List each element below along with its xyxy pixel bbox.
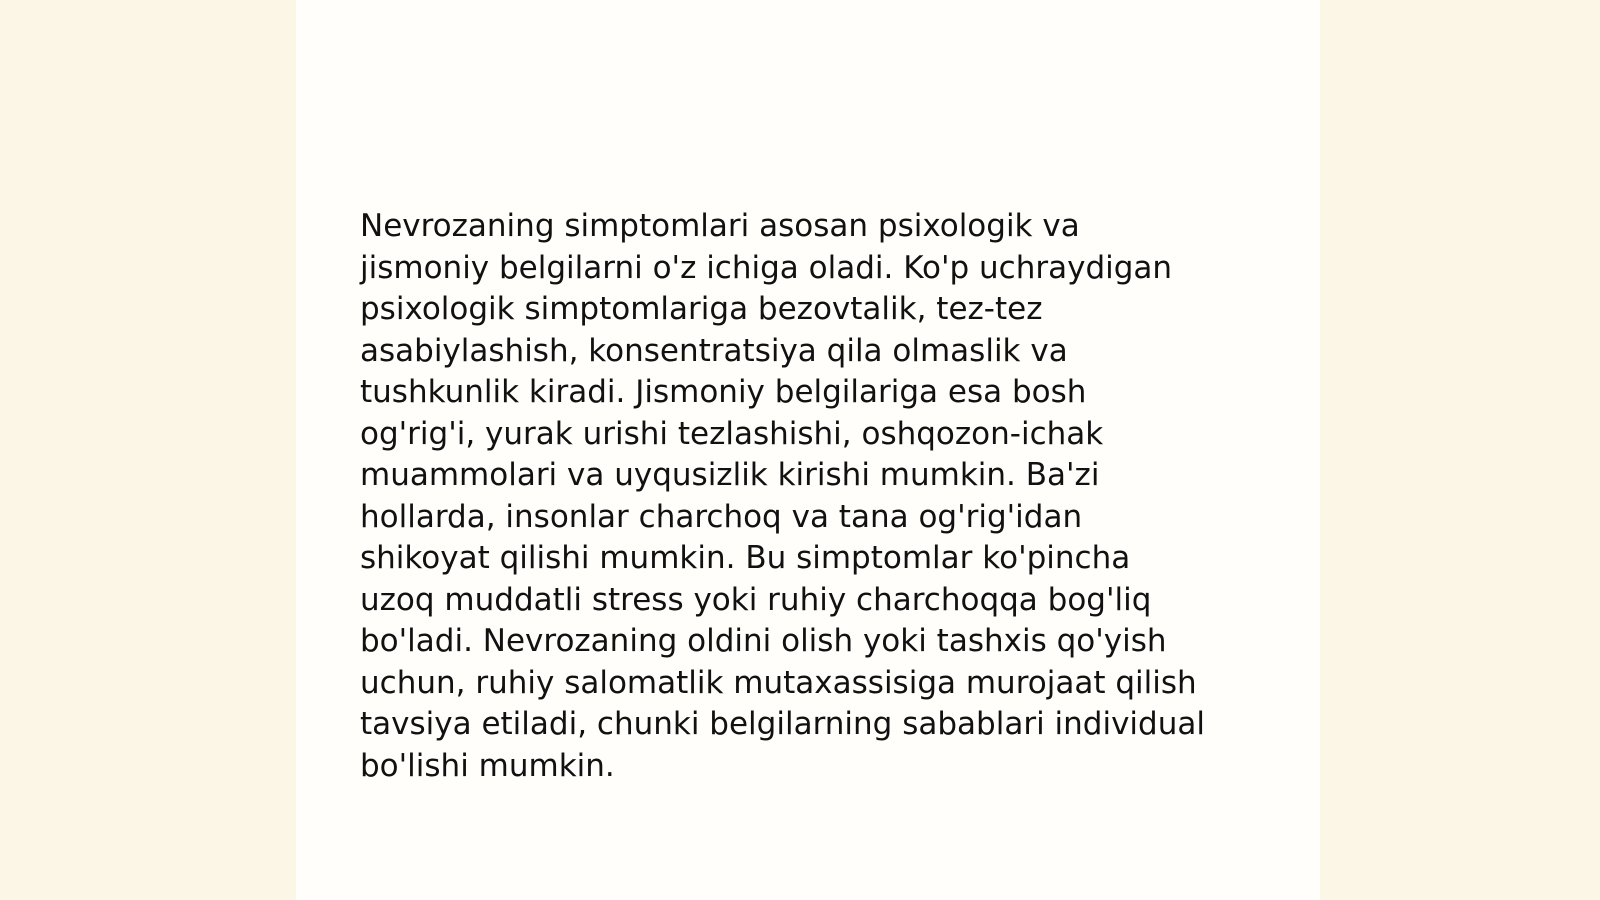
body-paragraph xyxy=(360,206,1260,787)
paragraph-line: Nevrozaning simptomlari asosan psixologik va xyxy=(360,208,1080,244)
paragraph-line: bo'lishi mumkin. xyxy=(360,747,615,784)
paragraph-line: bo'ladi. Nevrozaning oldini olish yoki tashxis qo'yish xyxy=(360,623,1167,659)
paragraph-line: uzoq muddatli stress yoki ruhiy charchoqqa bog'liq xyxy=(360,581,1152,618)
paragraph-line: muammolari va uyqusizlik kirishi mumkin. Ba'zi xyxy=(360,457,1100,493)
paragraph-line: psixologik simptomlariga bezovtalik, tez-tez xyxy=(360,291,1043,327)
paragraph-line: og'rig'i, yurak urishi tezlashishi, oshqozon-ichak xyxy=(360,415,1104,452)
paragraph-line: tushkunlik kiradi. Jismoniy belgilariga esa bosh xyxy=(360,374,1087,410)
paragraph-line: tavsiya etiladi, chunki belgilarning sabablari individual xyxy=(360,706,1205,742)
paragraph-line: uchun, ruhiy salomatlik mutaxassisiga murojaat qilish xyxy=(360,664,1197,701)
paragraph-line: shikoyat qilishi mumkin. Bu simptomlar ko'pincha xyxy=(360,540,1131,576)
paragraph-line: jismoniy belgilarni o'z ichiga oladi. Ko'p uchraydigan xyxy=(360,249,1173,286)
paragraph-line: hollarda, insonlar charchoq va tana og'rig'idan xyxy=(360,498,1083,535)
paragraph-line: asabiylashish, konsentratsiya qila olmaslik va xyxy=(360,332,1068,369)
slide-panel xyxy=(296,0,1320,900)
